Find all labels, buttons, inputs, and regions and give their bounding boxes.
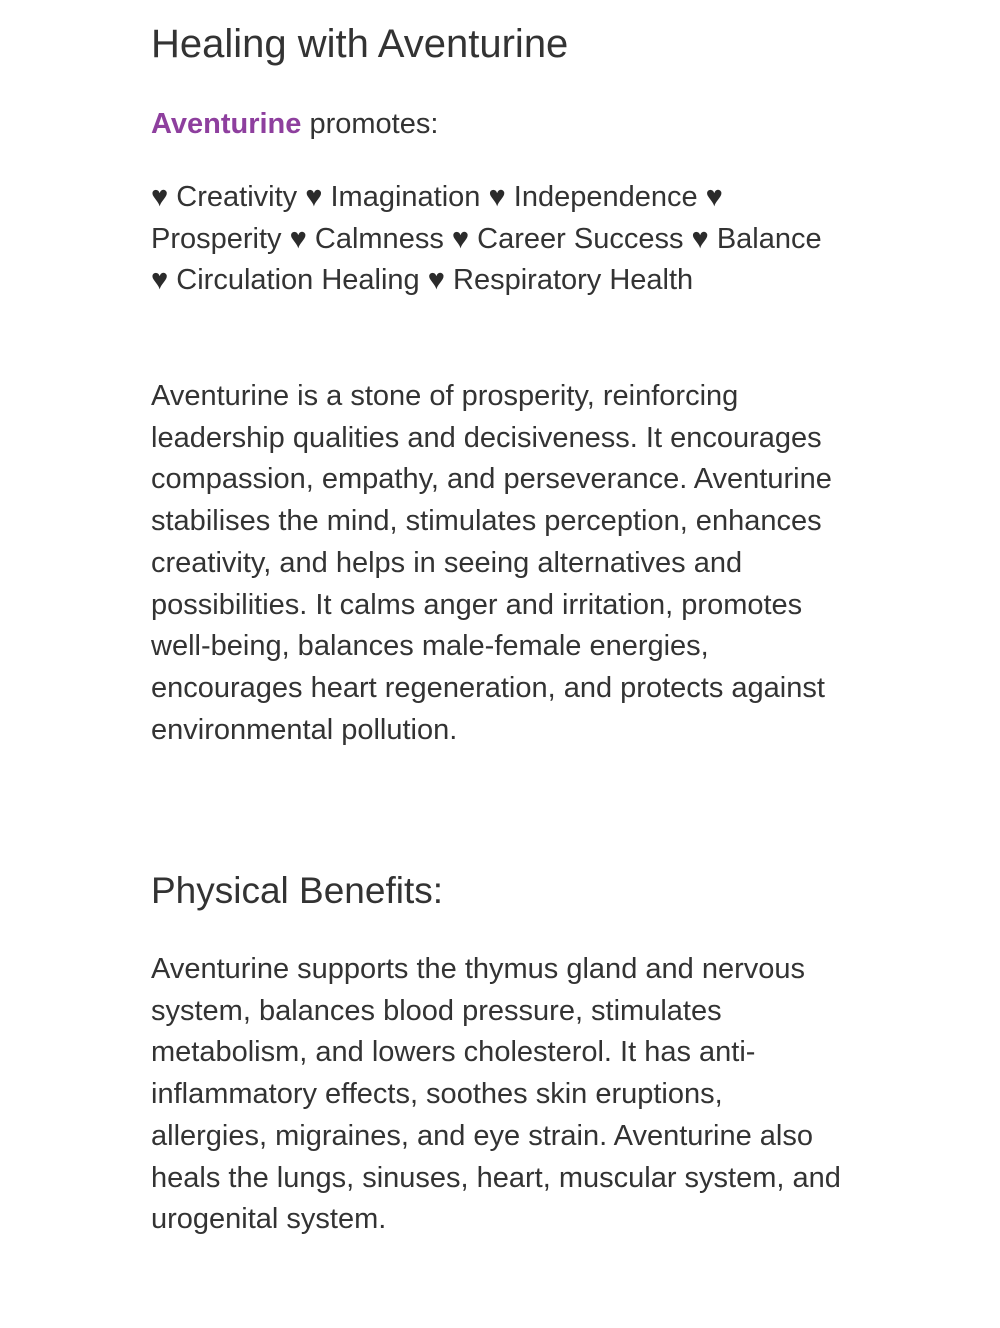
- heart-icon: ♥: [151, 264, 169, 296]
- heart-icon: ♥: [427, 264, 445, 296]
- promotes-line: [151, 104, 438, 144]
- heart-icon: ♥: [705, 181, 723, 213]
- benefit-item: Independence: [513, 181, 698, 213]
- physical-benefits-heading: Physical Benefits:: [151, 870, 444, 911]
- heart-icon: ♥: [488, 181, 506, 213]
- heart-icon: ♥: [289, 222, 307, 255]
- stone-name: Aventurine: [151, 108, 302, 140]
- benefit-item: Career Success: [477, 222, 684, 255]
- heart-icon: ♥: [691, 222, 709, 255]
- page-title: Healing with Aventurine: [151, 22, 569, 66]
- benefit-item: Creativity: [176, 181, 298, 213]
- benefit-item: Balance: [716, 222, 822, 255]
- heart-icon: ♥: [305, 181, 323, 213]
- benefit-item: Circulation Healing: [176, 264, 420, 296]
- benefit-item: Calmness: [314, 222, 444, 255]
- benefits-list: [151, 177, 841, 302]
- physical-benefits-paragraph: Aventurine supports the thymus gland and nervous system, balances blood pressure, stimulates metabolism, and lowers cholesterol. It has anti-inflammatory effects, soothes skin eruptions, allergies, migraines, and eye strain. Aventurine also heals the lungs, sinuses, heart, muscular system, and urogenital system.: [151, 953, 841, 1236]
- benefit-item: Respiratory Health: [453, 264, 694, 296]
- benefit-item: Prosperity: [151, 222, 282, 255]
- benefit-item: Imagination: [330, 181, 481, 213]
- promotes-text: promotes:: [301, 108, 439, 140]
- heart-icon: ♥: [451, 222, 470, 255]
- heart-icon: ♥: [151, 181, 169, 213]
- description-paragraph: Aventurine is a stone of prosperity, reinforcing leadership qualities and decisiveness. It encourages compassion, empathy, and perseverance. Aventurine stabilises the mind, stimulates perception, enhances creativity, and helps in seeing alternatives and possibilities. It calms anger and irritation, promotes well-being, balances male-female energies, encourages heart regeneration, and protects against environmental pollution.: [151, 380, 832, 746]
